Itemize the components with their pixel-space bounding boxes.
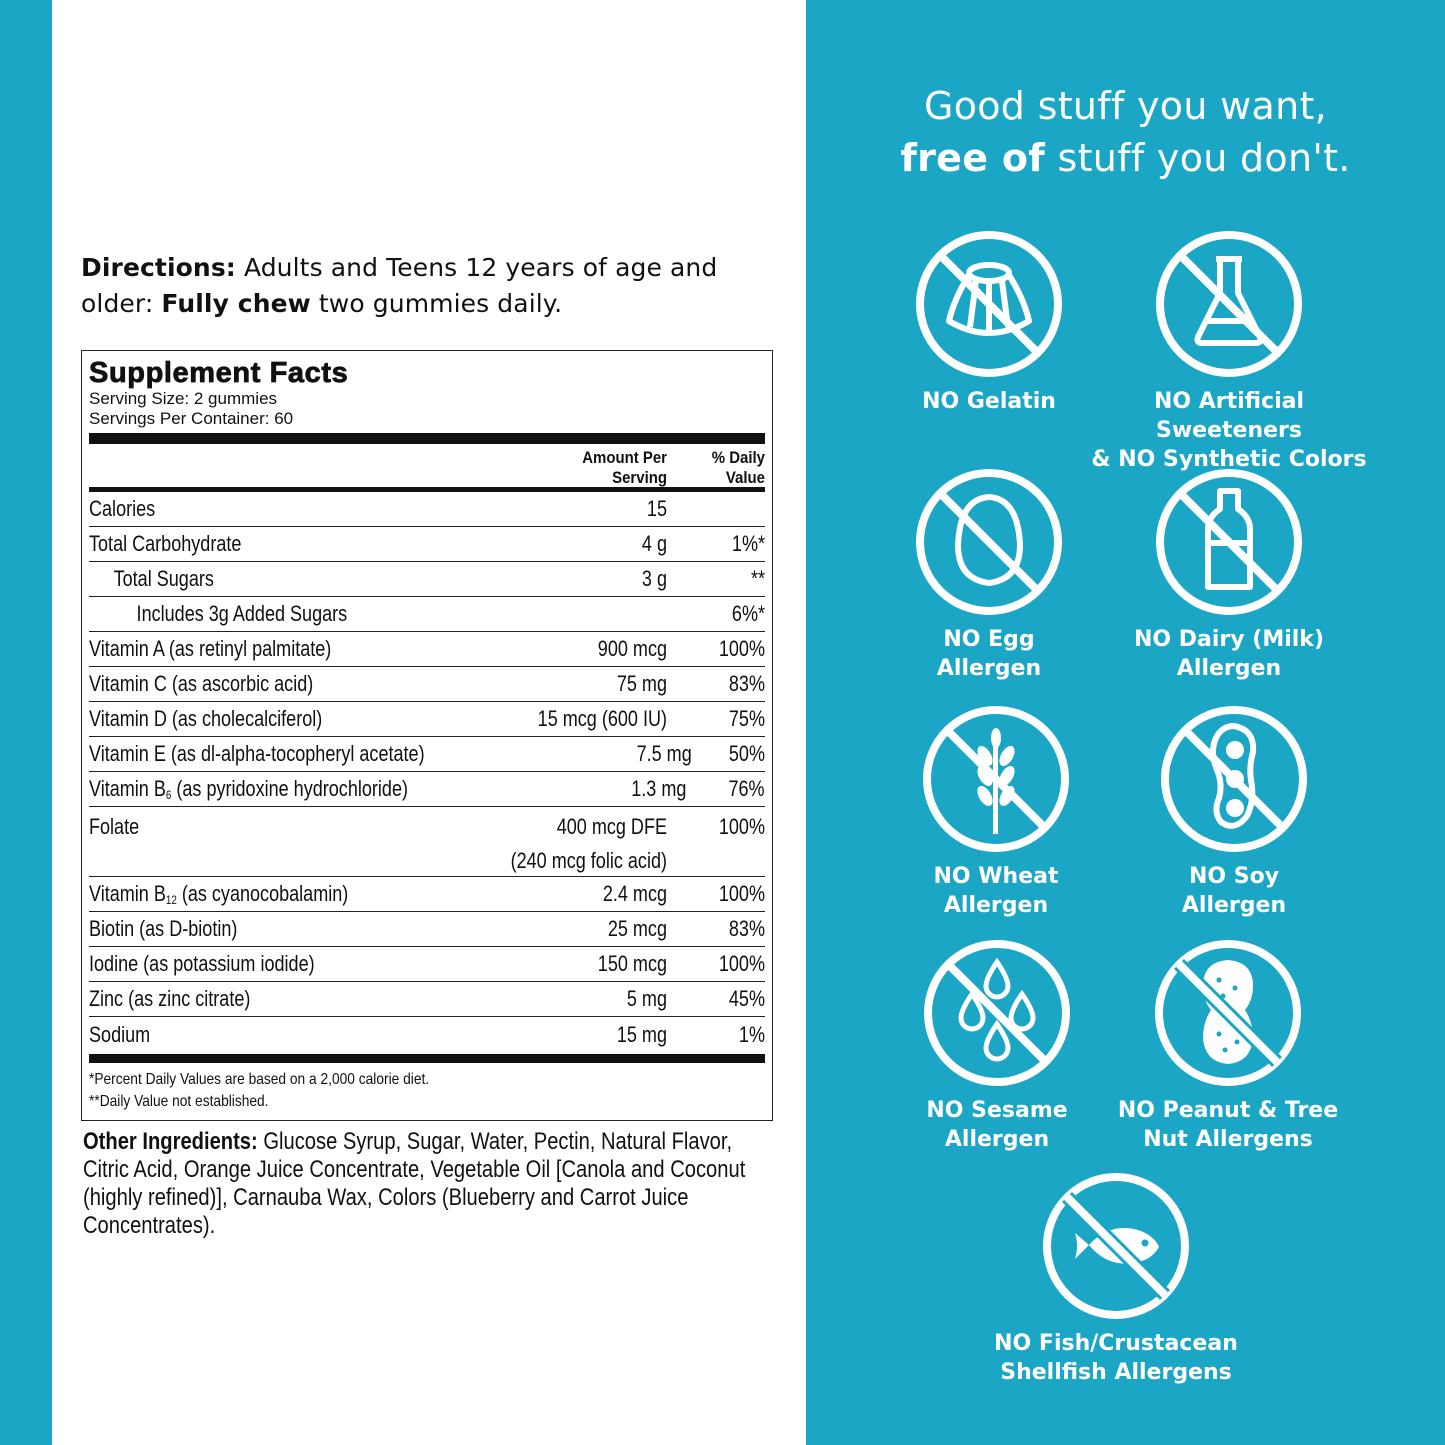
badge-text-line2: & NO Synthetic Colors — [1091, 447, 1367, 472]
fish-icon — [1041, 1171, 1191, 1321]
nutrient-name-suffix: (as cyanocobalamin) — [176, 881, 349, 906]
amount-header-line2: Serving — [612, 468, 667, 487]
nutrient-dv: ** — [750, 566, 765, 591]
facts-divider-bar — [89, 433, 765, 444]
facts-row-zinc — [89, 982, 765, 1017]
badge-text-line2: Nut Allergens — [1143, 1127, 1313, 1152]
directions-emphasis: Fully chew — [161, 289, 311, 318]
badge-no: NO — [1154, 389, 1192, 414]
nutrient-dv: 83% — [728, 671, 765, 696]
facts-row-vitamin-b12 — [89, 877, 765, 912]
badge-label — [966, 1329, 1266, 1387]
facts-row-total-sugars — [89, 562, 765, 597]
badge-label — [1084, 862, 1384, 920]
footnote-daily-values: *Percent Daily Values are based on a 2,000 calorie diet. — [89, 1071, 430, 1088]
nutrient-name: Vitamin A (as retinyl palmitate) — [89, 636, 332, 661]
nutrient-name-subscript: 12 — [165, 893, 177, 907]
badge-text-line2: Shellfish Allergens — [1000, 1360, 1232, 1385]
badge-no: NO — [994, 1331, 1032, 1356]
directions-body: Adults and Teens 12 years of age and older: — [81, 253, 718, 318]
badge-no: NO — [943, 627, 981, 652]
badge-text-line1: Fish/Crustacean — [1031, 1331, 1238, 1356]
other-ingredients-label: Other Ingredients: — [83, 1128, 258, 1155]
nutrient-dv: 76% — [728, 776, 765, 801]
nutrient-name: Zinc (as zinc citrate) — [89, 986, 251, 1011]
dv-header-line2: Value — [725, 468, 765, 487]
directions-text — [81, 250, 761, 322]
badge-label — [1078, 1096, 1378, 1154]
badge-no: NO — [1188, 864, 1227, 889]
nutrient-dv: 75% — [728, 706, 765, 731]
supplement-facts-panel — [81, 350, 773, 1121]
facts-row-biotin — [89, 912, 765, 947]
nutrient-name-suffix: (as pyridoxine hydrochloride) — [171, 776, 408, 801]
headline-rest: stuff you don't. — [1045, 136, 1351, 180]
servings-per-container: Servings Per Container: 60 — [89, 409, 294, 428]
headline-bold: free of — [900, 136, 1046, 180]
badge-text-line1: Dairy (Milk) — [1171, 627, 1324, 652]
other-ingredients — [83, 1128, 780, 1240]
nutrient-dv: 45% — [728, 986, 765, 1011]
facts-row-calories — [89, 492, 765, 527]
nutrient-amount: 7.5 mg — [636, 741, 692, 766]
nutrient-dv: 50% — [728, 741, 765, 766]
nutrient-name: Iodine (as potassium iodide) — [89, 951, 315, 976]
nutrient-amount: 15 mg — [616, 1021, 667, 1047]
nutrient-dv: 100% — [718, 951, 765, 976]
nutrient-name: Total Sugars — [113, 566, 214, 591]
facts-row-vitamin-c — [89, 667, 765, 702]
nutrient-amount: 75 mg — [616, 671, 667, 696]
badge-text-line2: Allergen — [1181, 893, 1287, 918]
nutrient-name: Vitamin C (as ascorbic acid) — [89, 671, 314, 696]
facts-row-vitamin-b6 — [89, 772, 765, 807]
badge-text-line2: Allergen — [1176, 656, 1282, 681]
facts-row-folate — [89, 807, 765, 877]
nutrient-name — [89, 776, 408, 802]
facts-row-vitamin-e — [89, 737, 765, 772]
footnote-not-established: **Daily Value not established. — [89, 1093, 269, 1110]
nutrient-name-prefix: Vitamin B — [89, 776, 166, 801]
facts-row-total-carbohydrate — [89, 527, 765, 562]
badge-text-line1: Egg — [980, 627, 1035, 652]
badge-no: NO — [933, 864, 971, 889]
badge-text-line1: Artificial Sweeteners — [1156, 389, 1304, 443]
nutrient-name: Folate — [89, 814, 140, 839]
gelatin-mold-icon — [914, 229, 1064, 379]
badge-text-line2: Allergen — [944, 1127, 1050, 1152]
directions-label: Directions: — [81, 253, 236, 282]
facts-row-vitamin-d — [89, 702, 765, 737]
nutrient-name: Vitamin E (as dl-alpha-tocopheryl acetate) — [89, 741, 425, 766]
amount-header-line1: Amount Per — [582, 448, 667, 467]
facts-bottom-bar — [89, 1054, 765, 1063]
badge-no-artificial-sweeteners — [1079, 229, 1379, 474]
free-of-headline — [806, 80, 1445, 184]
dv-header-line1: % Daily — [711, 448, 765, 467]
badge-no-soy — [1084, 704, 1384, 920]
nutrient-name: Vitamin D (as cholecalciferol) — [89, 706, 323, 731]
facts-row-added-sugars — [89, 597, 765, 632]
badge-no: NO — [922, 389, 960, 414]
egg-icon — [914, 467, 1064, 617]
nutrient-name: Biotin (as D-biotin) — [89, 916, 238, 941]
nutrient-dv: 100% — [718, 814, 765, 839]
wheat-icon — [921, 704, 1071, 854]
nutrient-dv: 100% — [718, 636, 765, 661]
badge-text-line1: Gelatin — [959, 389, 1056, 414]
nutrient-dv: 1%* — [731, 531, 765, 556]
facts-row-sodium — [89, 1017, 765, 1052]
badge-text-line1: Sesame — [963, 1098, 1068, 1123]
badge-label — [1079, 625, 1379, 683]
badge-no: NO — [1134, 627, 1172, 652]
nutrient-name — [89, 881, 350, 907]
nutrient-amount: 15 mcg (600 IU) — [537, 706, 667, 731]
left-border-strip — [0, 0, 52, 1445]
nutrient-name-prefix: Vitamin B — [89, 881, 166, 906]
nutrient-name: Sodium — [89, 1021, 151, 1047]
nutrient-dv: 1% — [738, 1021, 765, 1047]
badge-text-line1: Wheat — [970, 864, 1059, 889]
nutrient-amount: 25 mcg — [607, 916, 667, 941]
nutrient-amount: 15 — [646, 496, 667, 521]
nutrient-dv: 100% — [718, 881, 765, 906]
nutrient-name: Calories — [89, 496, 156, 521]
badge-text-line2: Allergen — [936, 656, 1042, 681]
amount-per-serving-header — [535, 448, 667, 487]
nutrient-amount: 5 mg — [626, 986, 667, 1011]
facts-column-header — [89, 444, 765, 492]
serving-size: Serving Size: 2 gummies — [89, 389, 278, 408]
badge-text-line1: Soy — [1226, 864, 1280, 889]
other-ingredients-text: Glucose Syrup, Sugar, Water, Pectin, Natural Flavor, Citric Acid, Orange Juice Concentrate, Vegetable Oil [Canola and Coconut (highly refined)], Carnauba Wax, Colors (Blueberry and Carrot Juice Concentrates). — [83, 1128, 746, 1239]
nutrient-amount: 2.4 mcg — [602, 881, 667, 906]
soybean-icon — [1159, 704, 1309, 854]
folate-amount-line2: (240 mcg folic acid) — [510, 848, 667, 873]
nutrient-amount — [454, 807, 667, 878]
nutrient-name-subscript: 6 — [165, 788, 172, 802]
nutrient-amount: 4 g — [641, 531, 667, 556]
nutrient-amount: 150 mcg — [597, 951, 667, 976]
facts-title: Supplement Facts — [89, 357, 349, 389]
headline-line1: Good stuff you want, — [923, 84, 1328, 128]
nutrient-name: Includes 3g Added Sugars — [136, 601, 348, 626]
peanut-icon — [1153, 938, 1303, 1088]
daily-value-header — [679, 448, 765, 487]
sesame-drops-icon — [922, 938, 1072, 1088]
badge-no: NO — [926, 1098, 964, 1123]
nutrient-dv: 6%* — [731, 601, 765, 626]
nutrient-name: Total Carbohydrate — [89, 531, 242, 556]
badge-label — [1079, 387, 1379, 474]
facts-row-vitamin-a — [89, 632, 765, 667]
nutrient-dv: 83% — [728, 916, 765, 941]
nutrient-amount: 3 g — [641, 566, 667, 591]
facts-row-iodine — [89, 947, 765, 982]
headline-line2 — [806, 132, 1445, 184]
badge-no-dairy — [1079, 467, 1379, 683]
nutrient-amount: 900 mcg — [597, 636, 667, 661]
directions-body-end: two gummies daily. — [310, 289, 563, 318]
badge-text-line2: Allergen — [943, 893, 1049, 918]
nutrient-amount: 1.3 mg — [631, 776, 687, 801]
folate-amount-line1: 400 mcg DFE — [556, 814, 667, 839]
flask-icon — [1154, 229, 1304, 379]
badge-no-fish-shellfish — [966, 1171, 1266, 1387]
badge-no-peanut-tree-nut — [1078, 938, 1378, 1154]
badge-text-line1: Peanut & Tree — [1154, 1098, 1339, 1123]
badge-no: NO — [1117, 1098, 1155, 1123]
milk-bottle-icon — [1154, 467, 1304, 617]
